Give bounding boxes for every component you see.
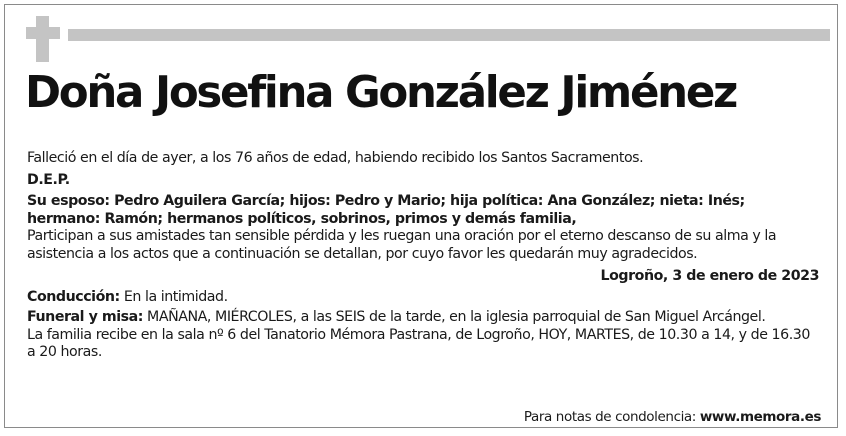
condolence-link[interactable]: www.memora.es (699, 409, 821, 425)
header-bar-decoration (68, 29, 830, 41)
place-date: Logroño, 3 de enero de 2023 (600, 268, 819, 284)
family-list: Su esposo: Pedro Aguilera García; hijos: Pedro y Mario; hija política: Ana González; nieta: Inés; hermano: Ramón; hermanos políticos, sobrinos, primos y demás familia, (27, 193, 745, 227)
dep-text: D.E.P. (27, 171, 70, 188)
notice-body (27, 150, 819, 362)
condolence-footer (524, 409, 821, 425)
cross-icon (26, 16, 60, 62)
funeral-text: MAÑANA, MIÉRCOLES, a las SEIS de la tarde, en la iglesia parroquial de San Miguel Arcángel. (142, 309, 766, 325)
request-text: Participan a sus amistades tan sensible pérdida y les ruegan una oración por el eterno descanso de su alma y la asistencia a los actos que a continuación se detallan, por cuyo favor les quedarán muy agradecidos. (27, 228, 777, 262)
conduccion-label: Conducción: (27, 288, 120, 305)
deceased-name: Doña Josefina González Jiménez (25, 68, 737, 118)
conduccion-line (27, 289, 819, 307)
family-receives-text: La familia recibe en la sala nº 6 del Tanatorio Mémora Pastrana, de Logroño, HOY, MARTES, de 10.30 a 14, y de 16.30 a 20 horas. (27, 326, 810, 360)
condolence-label: Para notas de condolencia: (523, 409, 700, 425)
intro-text: Falleció en el día de ayer, a los 76 años de edad, habiendo recibido los Santos Sacramentos. (27, 150, 644, 166)
funeral-label: Funeral y misa: (27, 309, 143, 325)
conduccion-text: En la intimidad. (119, 288, 228, 305)
funeral-line (27, 309, 819, 327)
